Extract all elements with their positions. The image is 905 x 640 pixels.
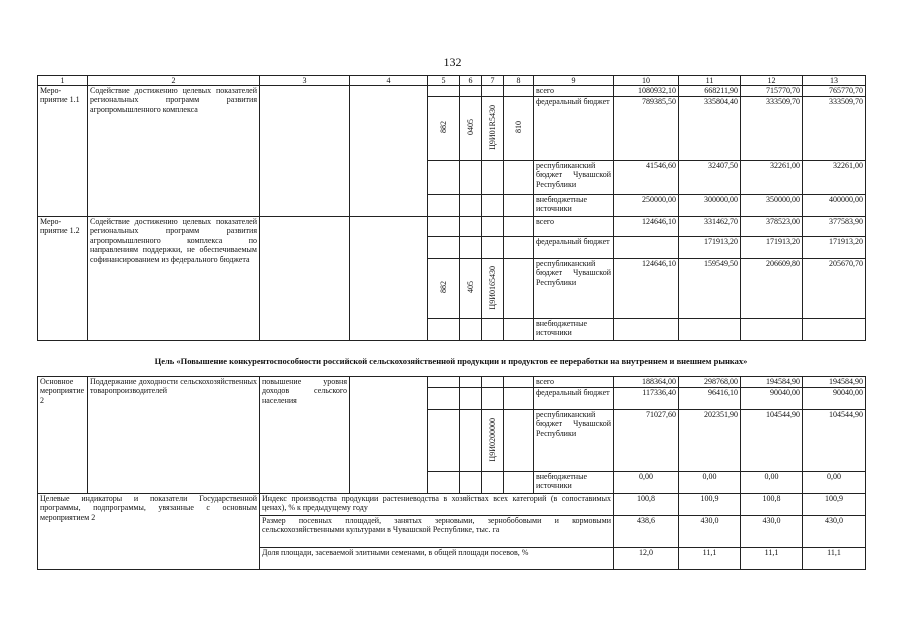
table-row — [38, 494, 866, 516]
amount-cell — [741, 319, 803, 341]
col-header: 10 — [614, 76, 679, 86]
amount-cell: 124646,10 — [614, 259, 679, 319]
amount-cell: 331462,70 — [679, 217, 741, 237]
grbs-cell — [428, 472, 460, 494]
amount-cell: 300000,00 — [679, 195, 741, 217]
grbs-cell — [428, 217, 460, 237]
col-header: 4 — [350, 76, 428, 86]
measure-name: Содействие достижению целевых показателей региональных программ развития агропромышленного комплекса — [88, 86, 260, 217]
csr-cell — [482, 319, 504, 341]
amount-cell: 350000,00 — [741, 195, 803, 217]
grbs-cell — [428, 319, 460, 341]
amount-cell: 71027,60 — [614, 410, 679, 472]
rz-cell — [460, 161, 482, 195]
funding-source: республиканский бюджет Чувашской Республики — [534, 161, 614, 195]
csr-code: Ц9И0200000 — [488, 417, 497, 462]
vr-cell — [504, 217, 534, 237]
col-header: 9 — [534, 76, 614, 86]
indicator-cell: повышение уровня доходов сельского населения — [260, 377, 350, 494]
csr-cell — [482, 377, 504, 388]
grbs-cell — [428, 377, 460, 388]
vr-cell — [504, 259, 534, 319]
indicator-name: Доля площади, засеваемой элитными семенами, в общей площади посевов, % — [260, 548, 614, 570]
indicator-name: Индекс производства продукции растениеводства в хозяйствах всех категорий (в сопоставимых ценах), % к предыдущему году — [260, 494, 614, 516]
indicator-value: 11,1 — [803, 548, 866, 570]
col-header: 7 — [482, 76, 504, 86]
amount-cell: 377583,90 — [803, 217, 866, 237]
vr-cell — [504, 377, 534, 388]
vr-cell — [504, 161, 534, 195]
funding-source: всего — [534, 86, 614, 97]
amount-cell: 298768,00 — [679, 377, 741, 388]
col-header: 6 — [460, 76, 482, 86]
rz-cell — [460, 86, 482, 97]
vr-code: 810 — [514, 121, 523, 134]
amount-cell: 400000,00 — [803, 195, 866, 217]
grbs-cell — [428, 410, 460, 472]
grbs-cell — [428, 86, 460, 97]
funding-source: всего — [534, 217, 614, 237]
budget-table — [37, 75, 866, 341]
csr-code: Ц9И0165430 — [488, 265, 497, 310]
vr-cell — [504, 237, 534, 259]
table-row — [38, 217, 866, 237]
vr-cell — [504, 319, 534, 341]
indicator-value: 100,9 — [803, 494, 866, 516]
rz-cell — [460, 195, 482, 217]
table-row — [38, 377, 866, 388]
amount-cell — [614, 237, 679, 259]
goal-table — [37, 376, 866, 570]
grbs-code: 882 — [439, 281, 448, 294]
amount-cell: 250000,00 — [614, 195, 679, 217]
csr-cell — [482, 410, 504, 472]
amount-cell: 32261,00 — [741, 161, 803, 195]
amount-cell: 90040,00 — [803, 388, 866, 410]
amount-cell: 41546,60 — [614, 161, 679, 195]
amount-cell: 0,00 — [614, 472, 679, 494]
amount-cell: 188364,00 — [614, 377, 679, 388]
measure-code: Меро-приятие 1.2 — [38, 217, 88, 341]
funding-source: внебюджетные источники — [534, 195, 614, 217]
amount-cell: 205670,70 — [803, 259, 866, 319]
vr-cell — [504, 388, 534, 410]
col-header: 5 — [428, 76, 460, 86]
funding-source: республиканский бюджет Чувашской Республики — [534, 259, 614, 319]
amount-cell: 715770,70 — [741, 86, 803, 97]
funding-source: республиканский бюджет Чувашской Республики — [534, 410, 614, 472]
csr-cell — [482, 161, 504, 195]
targets-label: Целевые индикаторы и показатели Государственной программы, подпрограммы, увязанные с основным мероприятием 2 — [38, 494, 260, 570]
amount-cell: 96416,10 — [679, 388, 741, 410]
amount-cell: 765770,70 — [803, 86, 866, 97]
amount-cell: 333509,70 — [803, 97, 866, 161]
rz-cell — [460, 237, 482, 259]
measure-name: Поддержание доходности сельскохозяйственных товаропроизводителей — [88, 377, 260, 494]
indicator-value: 100,8 — [614, 494, 679, 516]
col-header: 8 — [504, 76, 534, 86]
indicator-value: 430,0 — [679, 516, 741, 548]
indicator-value: 430,0 — [741, 516, 803, 548]
indicator-value: 11,1 — [679, 548, 741, 570]
amount-cell: 32261,00 — [803, 161, 866, 195]
funding-source: федеральный бюджет — [534, 97, 614, 161]
vr-cell — [504, 97, 534, 161]
amount-cell: 32407,50 — [679, 161, 741, 195]
csr-cell — [482, 86, 504, 97]
amount-cell: 194584,90 — [803, 377, 866, 388]
rz-code: 405 — [466, 281, 475, 294]
rz-cell — [460, 259, 482, 319]
executor-cell — [350, 86, 428, 217]
grbs-cell — [428, 161, 460, 195]
amount-cell: 104544,90 — [803, 410, 866, 472]
amount-cell: 194584,90 — [741, 377, 803, 388]
column-numbers-row — [38, 76, 866, 86]
funding-source: федеральный бюджет — [534, 237, 614, 259]
vr-cell — [504, 410, 534, 472]
measure-name: Содействие достижению целевых показателей региональных программ развития агропромышленного комплекса по направлениям поддержки, не обеспечиваемым софинансированием из федерального бюджета — [88, 217, 260, 341]
rz-cell — [460, 472, 482, 494]
indicator-value: 11,1 — [741, 548, 803, 570]
amount-cell: 202351,90 — [679, 410, 741, 472]
amount-cell: 0,00 — [679, 472, 741, 494]
funding-source: внебюджетные источники — [534, 472, 614, 494]
measure-code: Меро-приятие 1.1 — [38, 86, 88, 217]
csr-cell — [482, 237, 504, 259]
csr-cell — [482, 217, 504, 237]
rz-code: 0405 — [466, 119, 475, 136]
indicator-value: 12,0 — [614, 548, 679, 570]
funding-source: федеральный бюджет — [534, 388, 614, 410]
amount-cell: 378523,00 — [741, 217, 803, 237]
rz-cell — [460, 217, 482, 237]
grbs-cell — [428, 97, 460, 161]
csr-cell — [482, 388, 504, 410]
measure-code: Основное мероприятие 2 — [38, 377, 88, 494]
csr-code: Ц9И01R5430 — [488, 104, 497, 150]
grbs-cell — [428, 195, 460, 217]
amount-cell: 0,00 — [803, 472, 866, 494]
amount-cell: 206609,80 — [741, 259, 803, 319]
rz-cell — [460, 410, 482, 472]
amount-cell — [679, 319, 741, 341]
amount-cell: 171913,20 — [679, 237, 741, 259]
funding-source: всего — [534, 377, 614, 388]
col-header: 2 — [88, 76, 260, 86]
col-header: 12 — [741, 76, 803, 86]
amount-cell: 171913,20 — [741, 237, 803, 259]
amount-cell: 159549,50 — [679, 259, 741, 319]
col-header: 3 — [260, 76, 350, 86]
amount-cell: 124646,10 — [614, 217, 679, 237]
indicator-name: Размер посевных площадей, занятых зерновыми, зернобобовыми и кормовыми сельскохозяйственными культурами в Чувашской Республике, тыс. га — [260, 516, 614, 548]
grbs-cell — [428, 388, 460, 410]
amount-cell: 90040,00 — [741, 388, 803, 410]
rz-cell — [460, 319, 482, 341]
amount-cell: 104544,90 — [741, 410, 803, 472]
executor-cell — [350, 377, 428, 494]
amount-cell: 117336,40 — [614, 388, 679, 410]
table-row — [38, 86, 866, 97]
vr-cell — [504, 195, 534, 217]
funding-source: внебюджетные источники — [534, 319, 614, 341]
amount-cell: 335804,40 — [679, 97, 741, 161]
grbs-code: 882 — [439, 121, 448, 134]
rz-cell — [460, 377, 482, 388]
col-header: 13 — [803, 76, 866, 86]
rz-cell — [460, 97, 482, 161]
indicator-value: 100,9 — [679, 494, 741, 516]
amount-cell: 0,00 — [741, 472, 803, 494]
csr-cell — [482, 195, 504, 217]
indicator-value: 438,6 — [614, 516, 679, 548]
amount-cell: 668211,90 — [679, 86, 741, 97]
col-header: 11 — [679, 76, 741, 86]
grbs-cell — [428, 259, 460, 319]
amount-cell: 333509,70 — [741, 97, 803, 161]
grbs-cell — [428, 237, 460, 259]
page-number: 132 — [443, 55, 462, 69]
amount-cell — [614, 319, 679, 341]
col-header: 1 — [38, 76, 88, 86]
csr-cell — [482, 472, 504, 494]
rz-cell — [460, 388, 482, 410]
csr-cell — [482, 97, 504, 161]
vr-cell — [504, 86, 534, 97]
amount-cell — [803, 319, 866, 341]
executor-cell — [350, 217, 428, 341]
amount-cell: 171913,20 — [803, 237, 866, 259]
vr-cell — [504, 472, 534, 494]
indicator-cell — [260, 217, 350, 341]
indicator-value: 430,0 — [803, 516, 866, 548]
indicator-cell — [260, 86, 350, 217]
goal-heading: Цель «Повышение конкурентоспособности российской сельскохозяйственной продукции и продуктов ее переработки на внутреннем и внешнем рынках» — [154, 356, 748, 366]
indicator-value: 100,8 — [741, 494, 803, 516]
amount-cell: 789385,50 — [614, 97, 679, 161]
csr-cell — [482, 259, 504, 319]
amount-cell: 1080932,10 — [614, 86, 679, 97]
